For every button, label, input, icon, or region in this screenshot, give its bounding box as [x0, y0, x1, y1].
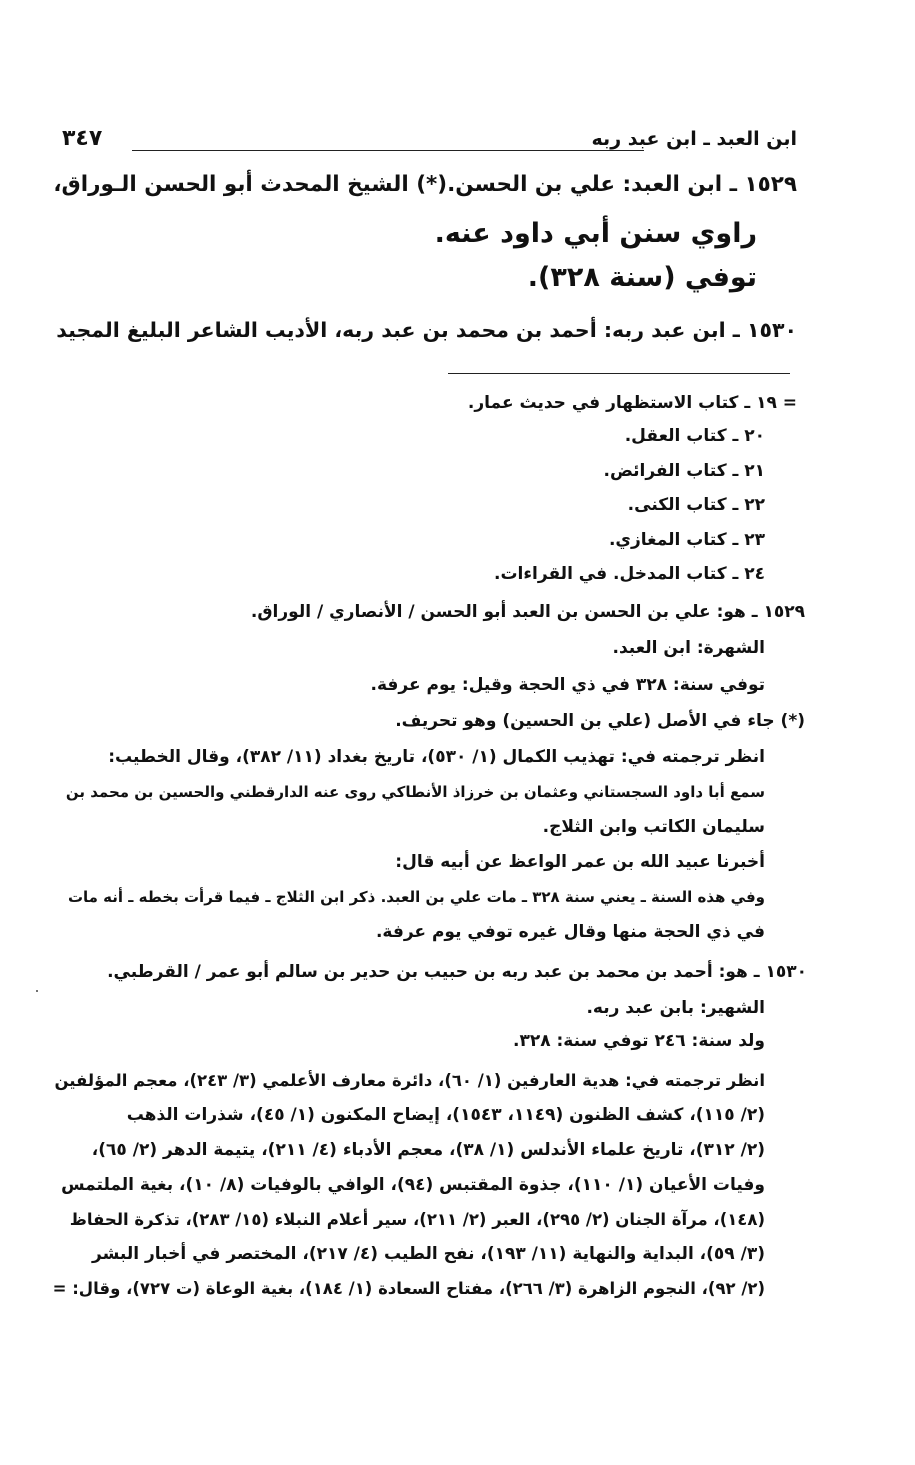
footnote-line: سمع أبا داود السجستاني وعثمان بن خرزاذ الأنطاكي روى عنه الدارقطني والحسين بن محمد بن [65, 783, 765, 801]
footnote-line: (٣/ ٥٩)، البداية والنهاية (١١/ ١٩٣)، نفح الطيب (٤/ ٢١٧)، المختصر في أخبار البشر [92, 1244, 765, 1264]
entry-1529-line-2: راوي سنن أبي داود عنه. [434, 218, 757, 249]
footnote-line: الشهرة: ابن العبد. [612, 638, 765, 658]
footnote-line: ٢٤ ـ كتاب المدخل. في القراءات. [493, 564, 765, 584]
footnote-line: ١٥٣٠ ـ هو: أحمد بن محمد بن عبد ربه بن حبيب بن حدير بن سالم أبو عمر / القرطبي. [107, 962, 807, 982]
footnote-rule [448, 373, 790, 374]
footnote-line: ٢١ ـ كتاب الفرائض. [603, 461, 765, 481]
footnote-line: وفيات الأعيان (١/ ١١٠)، جذوة المقتبس (٩٤)، الوافي بالوفيات (٨/ ١٠)، بغية الملتمس [61, 1175, 765, 1195]
footnote-line: = ١٩ ـ كتاب الاستظهار في حديث عمار. [467, 393, 797, 413]
footnote-line: ولد سنة: ٢٤٦ توفي سنة: ٣٢٨. [512, 1031, 765, 1051]
footnote-line: (١٤٨)، مرآة الجنان (٢/ ٢٩٥)، العبر (٢/ ٢١١)، سير أعلام النبلاء (١٥/ ٢٨٣)، تذكرة الحفاظ [69, 1210, 765, 1229]
footnote-line: في ذي الحجة منها وقال غيره توفي يوم عرفة. [375, 922, 765, 942]
footnote-line: (٢/ ٣١٢)، تاريخ علماء الأندلس (١/ ٣٨)، معجم الأدباء (٤/ ٢١١)، يتيمة الدهر (٢/ ٦٥)، [91, 1140, 765, 1160]
footnote-line: توفي سنة: ٣٢٨ في ذي الحجة وقيل: يوم عرفة. [370, 675, 765, 695]
footnote-line: ١٥٢٩ ـ هو: علي بن الحسن بن العبد أبو الحسن / الأنصاري / الوراق. [250, 602, 805, 622]
running-title: ابن العبد ـ ابن عبد ربه [591, 128, 797, 150]
entry-1530-line-1: ١٥٣٠ ـ ابن عبد ربه: أحمد بن محمد بن عبد ربه، الأديب الشاعر البليغ المجيد [56, 318, 797, 342]
footnote-line: سليمان الكاتب وابن الثلاج. [542, 817, 765, 837]
footnote-line: ٢٠ ـ كتاب العقل. [624, 426, 765, 446]
entry-1529-line-1: ١٥٢٩ ـ ابن العبد: علي بن الحسن.(*) الشيخ المحدث أبو الحسن الـوراق، [53, 172, 797, 197]
scan-mark [36, 990, 38, 992]
footnote-line: الشهير: بابن عبد ربه. [586, 998, 765, 1018]
footnote-line: (*) جاء في الأصل (علي بن الحسين) وهو تحريف. [395, 711, 805, 731]
footnote-line: ٢٣ ـ كتاب المغازي. [608, 530, 765, 550]
page-number: ٣٤٧ [62, 126, 103, 151]
header-rule [132, 150, 644, 151]
footnote-line: (٢/ ١١٥)، كشف الظنون (١١٤٩، ١٥٤٣)، إيضاح المكنون (١/ ٤٥)، شذرات الذهب [126, 1105, 765, 1125]
footnote-line: ٢٢ ـ كتاب الكنى. [627, 495, 765, 515]
footnote-line: انظر ترجمته في: تهذيب الكمال (١/ ٥٣٠)، تاريخ بغداد (١١/ ٣٨٢)، وقال الخطيب: [108, 747, 765, 767]
footnote-line: انظر ترجمته في: هدية العارفين (١/ ٦٠)، دائرة معارف الأعلمي (٣/ ٢٤٣)، معجم المؤلفين [54, 1071, 765, 1090]
entry-1529-line-3: توفي (سنة ٣٢٨). [527, 262, 757, 293]
footnote-line: وفي هذه السنة ـ يعني سنة ٣٢٨ ـ مات علي بن العبد. ذكر ابن الثلاج ـ فيما قرأت بخطه ـ أنه مات [67, 888, 765, 906]
footnote-line: (٢/ ٩٢)، النجوم الزاهرة (٣/ ٢٦٦)، مفتاح السعادة (١/ ١٨٤)، بغية الوعاة (ت ٧٢٧)، وقال: = [52, 1279, 765, 1298]
footnote-line: أخبرنا عبيد الله بن عمر الواعظ عن أبيه قال: [395, 852, 765, 872]
